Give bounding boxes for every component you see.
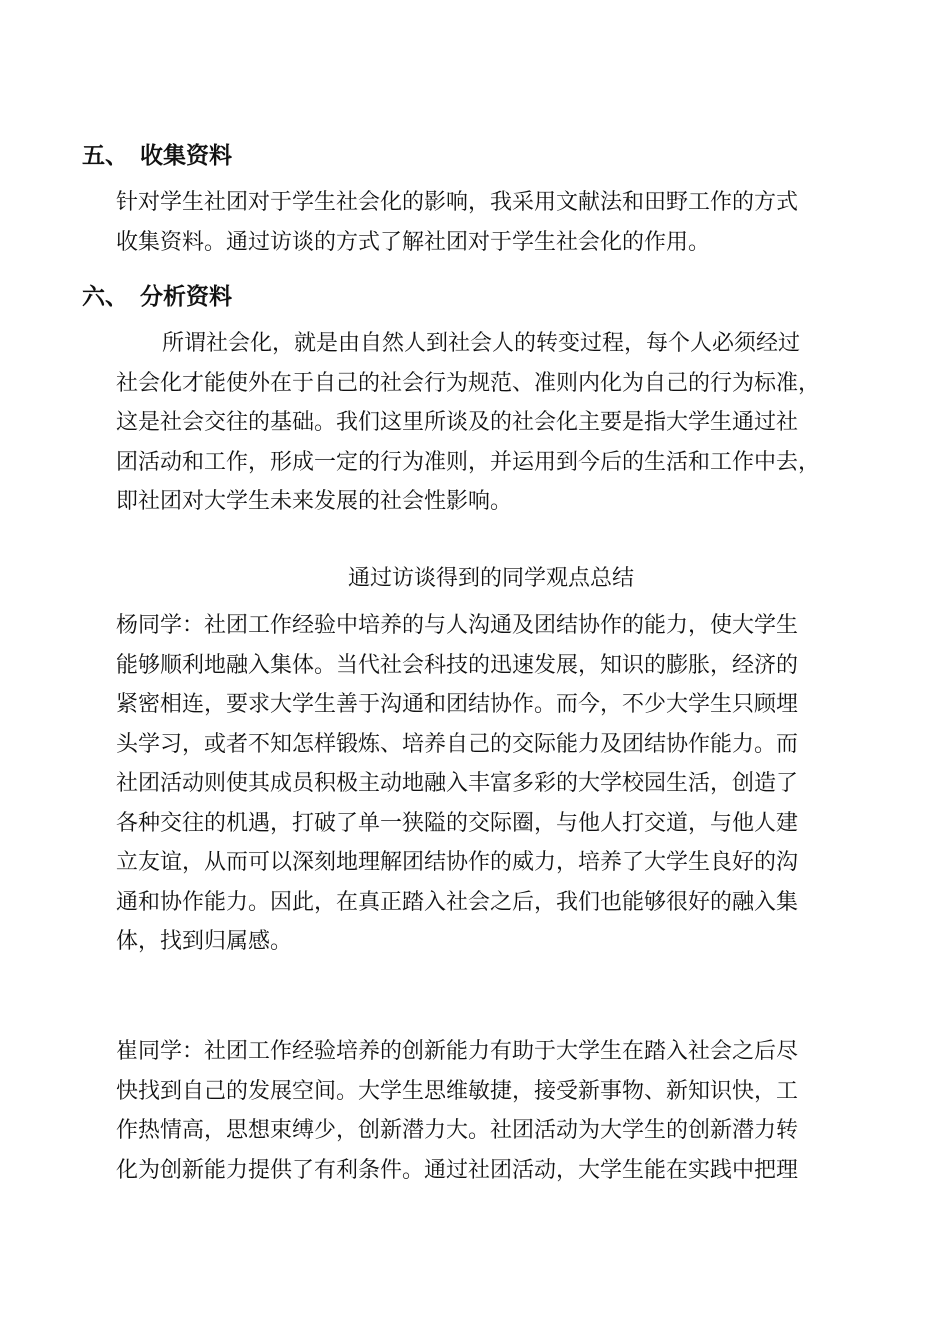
paragraph-line: 作热情高，思想束缚少，创新潜力大。社团活动为大学生的创新潜力转 (116, 1118, 799, 1143)
paragraph-line: 立友谊，从而可以深刻地理解团结协作的威力，培养了大学生良好的沟 (116, 850, 799, 875)
paragraph-line: 所谓社会化，就是由自然人到社会人的转变过程，每个人必须经过 (162, 331, 801, 356)
paragraph-line: 通和协作能力。因此，在真正踏入社会之后，我们也能够很好的融入集 (116, 889, 799, 915)
paragraph-line: 快找到自己的发展空间。大学生思维敏捷，接受新事物、新知识快，工 (116, 1078, 799, 1104)
section-5-title: 收集资料 (140, 143, 232, 169)
paragraph-line: 各种交往的机遇，打破了单一狭隘的交际圈，与他人打交道，与他人建 (116, 810, 799, 836)
opinion-yang-paragraph (116, 606, 866, 962)
section-6-paragraph (116, 324, 866, 522)
paragraph-line: 即社团对大学生未来发展的社会性影响。 (116, 489, 513, 514)
section-6-title: 分析资料 (140, 284, 232, 310)
section-6-number: 六、 (82, 284, 128, 310)
paragraph-line: 杨同学：社团工作经验中培养的与人沟通及团结协作的能力，使大学生 (116, 613, 799, 638)
paragraph-line: 头学习，或者不知怎样锻炼、培养自己的交际能力及团结协作能力。而 (116, 731, 799, 757)
paragraph-line: 针对学生社团对于学生社会化的影响，我采用文献法和田野工作的方式 (116, 190, 799, 215)
summary-caption: 通过访谈得到的同学观点总结 (347, 566, 634, 591)
section-5-heading (82, 141, 232, 171)
paragraph-line: 社团活动则使其成员积极主动地融入丰富多彩的大学校园生活，创造了 (116, 771, 799, 796)
paragraph-line: 紧密相连，要求大学生善于沟通和团结协作。而今，不少大学生只顾埋 (116, 692, 799, 717)
paragraph-line: 社会化才能使外在于自己的社会行为规范、准则内化为自己的行为标准， (116, 370, 821, 396)
opinion-cui-paragraph (116, 1032, 866, 1190)
paragraph-line: 团活动和工作，形成一定的行为准则，并运用到今后的生活和工作中去， (116, 449, 821, 475)
paragraph-line: 化为创新能力提供了有利条件。通过社团活动，大学生能在实践中把理 (116, 1157, 799, 1183)
section-6-heading (82, 282, 232, 312)
section-5-number: 五、 (82, 143, 128, 169)
paragraph-line: 收集资料。通过访谈的方式了解社团对于学生社会化的作用。 (116, 229, 711, 255)
paragraph-line: 体，找到归属感。 (116, 929, 293, 954)
paragraph-line: 这是社会交往的基础。我们这里所谈及的社会化主要是指大学生通过社 (116, 410, 799, 435)
paragraph-line: 能够顺利地融入集体。当代社会科技的迅速发展，知识的膨胀，经济的 (116, 652, 799, 678)
section-5-paragraph (116, 183, 866, 262)
paragraph-line: 崔同学：社团工作经验培养的创新能力有助于大学生在踏入社会之后尽 (116, 1039, 799, 1064)
